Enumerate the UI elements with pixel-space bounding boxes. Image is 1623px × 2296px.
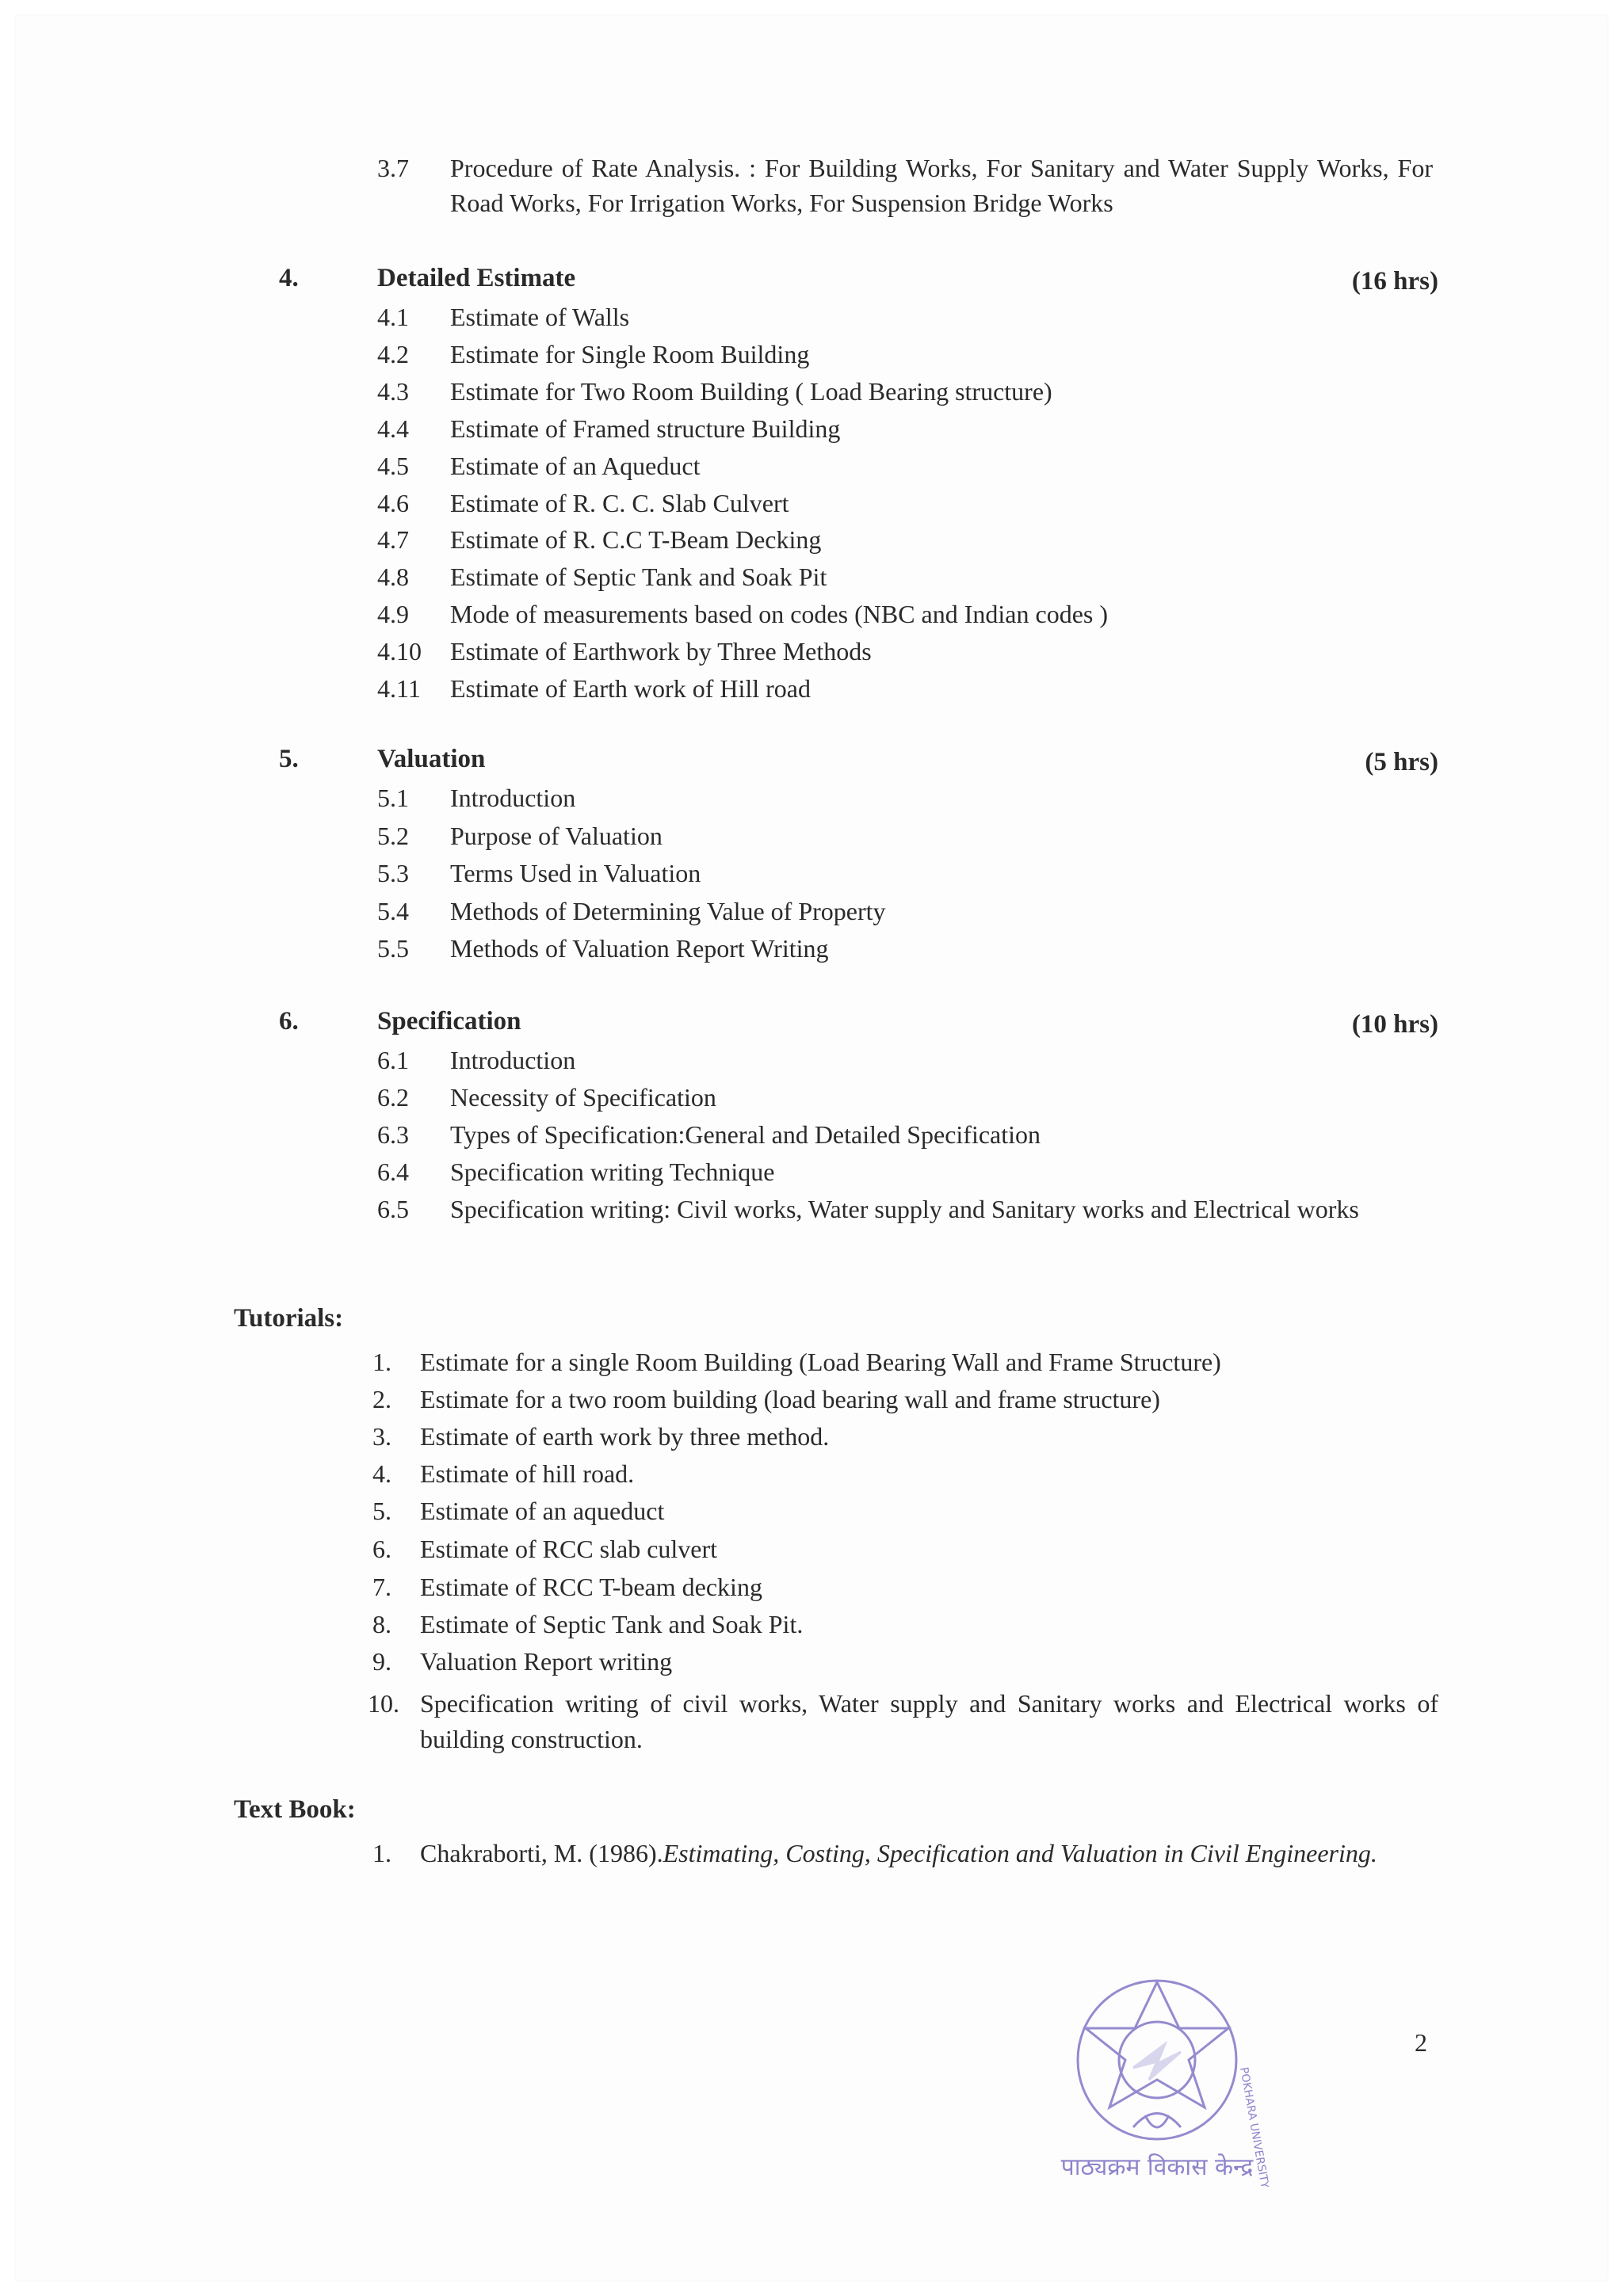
item-number: 5.5 [377,934,409,963]
item-number: 2. [372,1385,391,1413]
item-text: Estimate of hill road. [420,1459,635,1488]
item-number: 7. [372,1573,391,1601]
textbook-citation [420,1836,1438,1871]
item-text: Purpose of Valuation [450,822,663,850]
section-5-hours: (5 hrs) [1365,748,1438,776]
item-text: Estimate of R. C.C T-Beam Decking [450,525,822,554]
item-text: Procedure of Rate Analysis. : For Building Works, For Sanitary and Water Supply Works, For Road Works, For Irrigation Works, For Suspension Bridge Works [450,154,1433,217]
item-text: Estimate for Single Room Building [450,340,810,368]
section-6-number: 6. [279,1007,299,1035]
item-number: 4.7 [377,525,409,554]
item-number: 4.1 [377,303,409,331]
item-text: Estimate of earth work by three method. [420,1422,830,1451]
item-number: 5.1 [377,784,409,812]
item-number: 4.6 [377,489,409,517]
item-text: Introduction [450,1046,576,1074]
item-text: Valuation Report writing [420,1647,673,1676]
item-text: Estimate of Septic Tank and Soak Pit [450,563,827,591]
item-number: 5.2 [377,822,409,850]
item-text: Estimate for Two Room Building ( Load Bearing structure) [450,377,1052,406]
item-number: 4.10 [377,637,422,666]
item-number: 4.8 [377,563,409,591]
item-number: 6.2 [377,1083,409,1112]
item-text: Estimate of an Aqueduct [450,452,701,480]
item-number: 3.7 [377,154,409,182]
item-number: 4.3 [377,377,409,406]
item-number: 1. [372,1348,391,1376]
item-number: 10. [368,1689,399,1718]
section-5-number: 5. [279,745,299,773]
item-text: Necessity of Specification [450,1083,716,1112]
item-number: 1. [372,1839,391,1867]
section-5-title: Valuation [377,745,486,773]
item-text: Estimate of Framed structure Building [450,414,841,443]
item-number: 4.11 [377,674,421,703]
item-number: 4.2 [377,340,409,368]
item-text: Introduction [450,784,576,812]
item-text: Methods of Determining Value of Property [450,897,886,925]
item-text: Specification writing: Civil works, Water supply and Sanitary works and Electrical works [450,1195,1359,1223]
item-number: 5. [372,1497,391,1525]
seal-hindi-text: पाठ्यक्रम विकास केन्द्र [1060,2153,1254,2181]
item-text: Mode of measurements based on codes (NBC and Indian codes ) [450,600,1108,628]
section-6-hours: (10 hrs) [1351,1010,1438,1039]
page-number: 2 [1415,2028,1427,2057]
item-number: 4.4 [377,414,409,443]
item-text: Estimate for a single Room Building (Load Bearing Wall and Frame Structure) [420,1348,1221,1376]
item-text: Estimate of Earth work of Hill road [450,674,811,703]
section-4-number: 4. [279,264,299,292]
item-number: 9. [372,1647,391,1676]
university-seal-stamp [1038,1949,1276,2187]
textbook-heading: Text Book: [234,1795,356,1824]
item-number: 5.4 [377,897,409,925]
item-text: Estimate of Walls [450,303,630,331]
item-number: 4.9 [377,600,409,628]
tutorials-heading: Tutorials: [234,1304,344,1333]
item-text: Specification writing Technique [450,1158,775,1186]
item-text: Estimate for a two room building (load bearing wall and frame structure) [420,1385,1160,1413]
item-number: 3. [372,1422,391,1451]
item-text: Specification writing of civil works, Water supply and Sanitary works and Electrical works of building construction. [420,1689,1438,1753]
item-text: Estimate of RCC slab culvert [420,1535,718,1563]
seal-ring-text: POKHARA UNIVERSITY [1237,2065,1271,2187]
item-number: 6.5 [377,1195,409,1223]
item-text: Estimate of R. C. C. Slab Culvert [450,489,789,517]
item-number: 6.4 [377,1158,409,1186]
item-number: 6.3 [377,1120,409,1149]
section-4-title: Detailed Estimate [377,264,576,292]
item-text: Types of Specification:General and Detailed Specification [450,1120,1041,1149]
item-text: Estimate of Earthwork by Three Methods [450,637,872,666]
textbook-title: Estimating, Costing, Specification and Valuation in Civil Engineering. [663,1839,1377,1867]
item-text: Methods of Valuation Report Writing [450,934,829,963]
item-text: Estimate of an aqueduct [420,1497,665,1525]
item-text: Terms Used in Valuation [450,859,701,887]
section-6-title: Specification [377,1007,521,1035]
section-4-hours: (16 hrs) [1351,267,1438,296]
item-number: 5.3 [377,859,409,887]
item-text: Estimate of RCC T-beam decking [420,1573,762,1601]
item-number: 4. [372,1459,391,1488]
textbook-author: Chakraborti, M. (1986). [420,1839,663,1867]
item-number: 6.1 [377,1046,409,1074]
item-text: Estimate of Septic Tank and Soak Pit. [420,1610,804,1638]
item-number: 8. [372,1610,391,1638]
item-number: 4.5 [377,452,409,480]
item-number: 6. [372,1535,391,1563]
